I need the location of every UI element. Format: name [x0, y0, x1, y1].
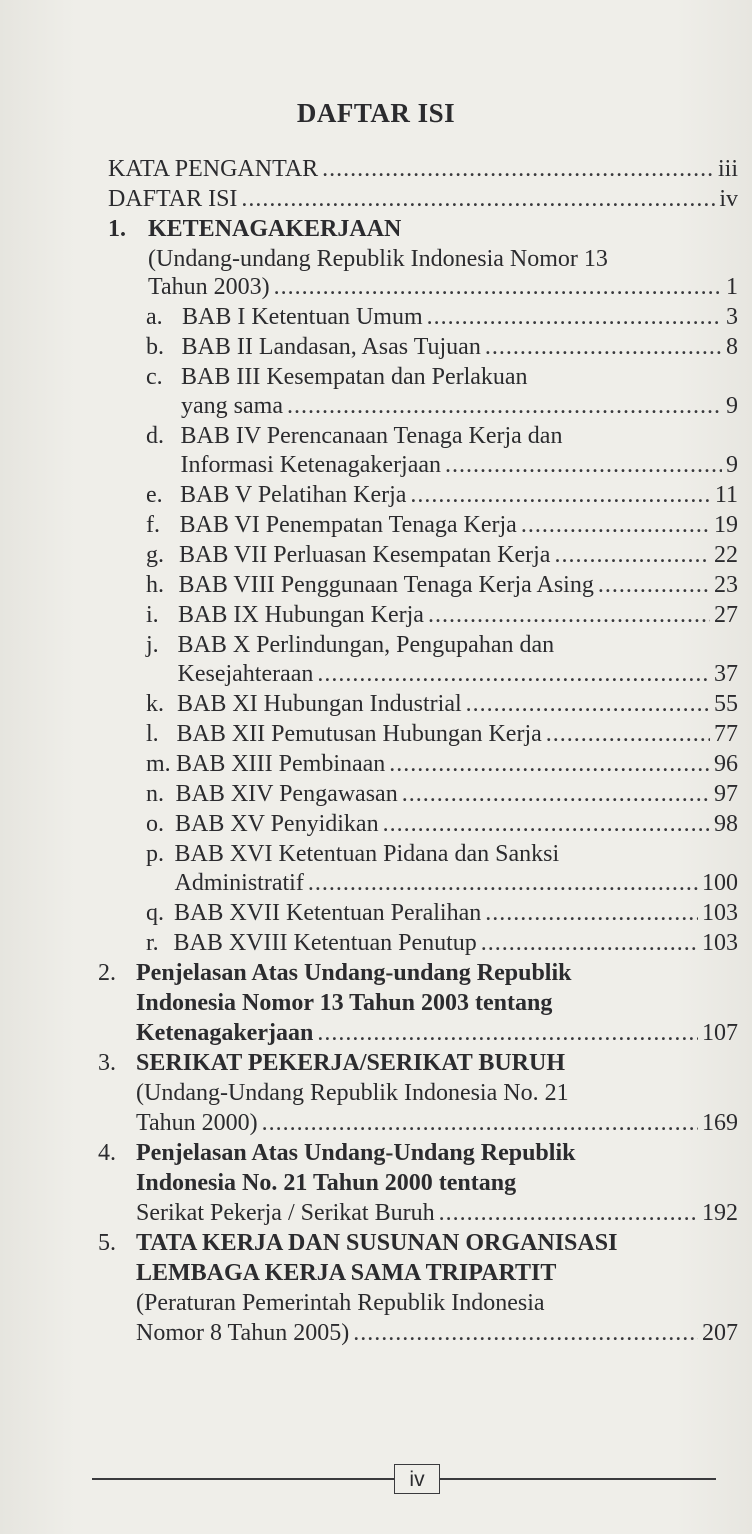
toc-entry-chapter-16 — [174, 898, 738, 928]
chapter-letter: f. — [146, 512, 160, 538]
toc-entry-chapter-13-label: BAB XIV Pengawasan — [175, 781, 398, 807]
toc-entry-chapter-10 — [177, 689, 738, 719]
toc-entry-chapter-3-label: Informasi Ketenagakerjaan — [180, 452, 442, 478]
chapter-title-line: BAB X Perlindungan, Pengupahan dan — [177, 632, 555, 658]
section-heading: Penjelasan Atas Undang-undang Republik — [136, 960, 572, 986]
toc-entry-chapter-11-page: 77 — [714, 721, 738, 747]
toc-entry-chapter-16-page: 103 — [702, 900, 738, 926]
section-number: 1. — [108, 216, 126, 242]
toc-entry-chapter-3-page: 9 — [726, 452, 738, 478]
dot-leader — [485, 898, 698, 928]
dot-leader — [466, 689, 710, 719]
toc-entry-chapter-4 — [180, 480, 738, 510]
toc-entry-front-1 — [108, 184, 738, 214]
toc-entry-chapter-7 — [179, 570, 739, 600]
toc-entry-chapter-7-page: 23 — [714, 572, 738, 598]
toc-entry-chapter-15-label: Administratif — [174, 870, 304, 896]
toc-entry-chapter-12-page: 96 — [714, 751, 738, 777]
toc-entry-chapter-11-label: BAB XII Pemutusan Hubungan Kerja — [176, 721, 542, 747]
section-number: 2. — [98, 960, 116, 986]
toc-entry-front-0-label: KATA PENGANTAR — [108, 156, 319, 182]
toc-entry-chapter-4-page: 11 — [714, 482, 738, 508]
toc-entry-chapter-15 — [175, 868, 739, 898]
toc-entry-chapter-8-page: 27 — [714, 602, 738, 628]
toc-entry-chapter-9-page: 37 — [714, 661, 738, 687]
section-subtitle: (Undang-undang Republik Indonesia Nomor 13 — [148, 246, 608, 272]
toc-entry-chapter-0-label: BAB I Ketentuan Umum — [182, 304, 423, 330]
toc-entry-section-2-label: Ketenagakerjaan — [136, 1020, 314, 1046]
toc-entry-chapter-15-page: 100 — [702, 870, 738, 896]
dot-leader — [274, 272, 722, 302]
section-subtitle: (Peraturan Pemerintah Republik Indonesia — [136, 1290, 545, 1316]
dot-leader — [402, 779, 710, 809]
toc-entry-chapter-8 — [178, 600, 738, 630]
toc-entry-section-3 — [136, 1108, 738, 1138]
chapter-letter: e. — [146, 482, 163, 508]
dot-leader — [308, 868, 698, 898]
toc-entry-chapter-6 — [179, 540, 738, 570]
toc-entry-chapter-1-page: 8 — [726, 334, 738, 360]
toc-entry-section-3-page: 169 — [702, 1110, 738, 1136]
section-heading: TATA KERJA DAN SUSUNAN ORGANISASI — [136, 1230, 618, 1256]
section-heading: LEMBAGA KERJA SAMA TRIPARTIT — [136, 1260, 557, 1286]
toc-entry-chapter-0 — [182, 302, 738, 332]
toc-entry-chapter-6-page: 22 — [714, 542, 738, 568]
chapter-letter: o. — [146, 811, 164, 837]
toc-entry-chapter-14-page: 98 — [714, 811, 738, 837]
chapter-letter: j. — [146, 632, 159, 658]
page-title: DAFTAR ISI — [296, 98, 456, 128]
chapter-letter: q. — [146, 900, 164, 926]
chapter-letter: g. — [146, 542, 164, 568]
section-number: 3. — [98, 1050, 116, 1076]
toc-entry-chapter-2-label: yang sama — [181, 393, 283, 419]
toc-entry-section-4-label: Serikat Pekerja / Serikat Buruh — [136, 1200, 435, 1226]
dot-leader — [317, 659, 710, 689]
toc-entry-chapter-9 — [178, 659, 739, 689]
toc-entry-section-4-page: 192 — [702, 1200, 738, 1226]
dot-leader — [598, 570, 710, 600]
toc-entry-front-0-page: iii — [717, 156, 738, 182]
toc-entry-chapter-14 — [175, 809, 738, 839]
toc-entry-chapter-13-page: 97 — [714, 781, 738, 807]
footer-rule-left — [92, 1478, 394, 1480]
section-heading: Indonesia Nomor 13 Tahun 2003 tentang — [136, 990, 553, 1016]
toc-entry-chapter-0-page: 3 — [726, 304, 738, 330]
toc-entry-chapter-7-label: BAB VIII Penggunaan Tenaga Kerja Asing — [178, 572, 594, 598]
chapter-letter: r. — [146, 930, 159, 956]
chapter-letter: p. — [146, 841, 164, 867]
section-heading: SERIKAT PEKERJA/SERIKAT BURUH — [136, 1050, 565, 1076]
toc-entry-front-1-page: iv — [719, 186, 738, 212]
dot-leader — [485, 332, 722, 362]
toc-entry-chapter-14-label: BAB XV Penyidikan — [175, 811, 379, 837]
toc-entry-chapter-5-label: BAB VI Penempatan Tenaga Kerja — [179, 512, 517, 538]
toc-entry-section-5 — [136, 1318, 738, 1348]
page-number-box: iv — [394, 1464, 440, 1494]
chapter-letter: m. — [146, 751, 171, 777]
section-heading: KETENAGAKERJAAN — [148, 216, 402, 242]
toc-entry-section-2 — [136, 1018, 738, 1048]
toc-entry-chapter-10-label: BAB XI Hubungan Industrial — [177, 691, 462, 717]
dot-leader — [287, 391, 722, 421]
chapter-letter: d. — [146, 423, 164, 449]
dot-leader — [445, 450, 722, 480]
toc-entry-section1-label: Tahun 2003) — [148, 274, 270, 300]
toc-entry-chapter-13 — [176, 779, 739, 809]
toc-entry-chapter-1 — [182, 332, 739, 362]
dot-leader — [554, 540, 710, 570]
toc-entry-chapter-10-page: 55 — [714, 691, 738, 717]
toc-entry-section1 — [148, 272, 738, 302]
section-heading: Indonesia No. 21 Tahun 2000 tentang — [136, 1170, 517, 1196]
toc-entry-chapter-2 — [181, 391, 738, 421]
toc-entry-chapter-17 — [174, 928, 739, 958]
toc-entry-chapter-12 — [176, 749, 738, 779]
toc-entry-section1-page: 1 — [726, 274, 738, 300]
chapter-letter: b. — [146, 334, 164, 360]
toc-entry-section-5-label: Nomor 8 Tahun 2005) — [136, 1320, 350, 1346]
toc-entry-chapter-2-page: 9 — [726, 393, 738, 419]
toc-entry-chapter-5-page: 19 — [714, 512, 738, 538]
dot-leader — [546, 719, 710, 749]
toc-entry-chapter-12-label: BAB XIII Pembinaan — [176, 751, 386, 777]
dot-leader — [322, 154, 714, 184]
dot-leader — [241, 184, 715, 214]
dot-leader — [428, 600, 710, 630]
dot-leader — [521, 510, 710, 540]
toc-entry-chapter-6-label: BAB VII Perluasan Kesempatan Kerja — [179, 542, 551, 568]
chapter-letter: k. — [146, 691, 164, 717]
chapter-title-line: BAB III Kesempatan dan Perlakuan — [181, 364, 528, 390]
dot-leader — [317, 1018, 698, 1048]
toc-entry-chapter-16-label: BAB XVII Ketentuan Peralihan — [174, 900, 482, 926]
chapter-letter: i. — [146, 602, 159, 628]
dot-leader — [383, 809, 710, 839]
dot-leader — [262, 1108, 698, 1138]
chapter-letter: a. — [146, 304, 163, 330]
toc-entry-chapter-8-label: BAB IX Hubungan Kerja — [178, 602, 424, 628]
dot-leader — [481, 928, 698, 958]
toc-entry-chapter-11 — [177, 719, 739, 749]
toc-entry-chapter-3 — [181, 450, 739, 480]
chapter-title-line: BAB XVI Ketentuan Pidana dan Sanksi — [174, 841, 560, 867]
dot-leader — [353, 1318, 698, 1348]
toc-entry-section-4 — [136, 1198, 738, 1228]
toc-entry-chapter-9-label: Kesejahteraan — [177, 661, 314, 687]
chapter-letter: l. — [146, 721, 159, 747]
section-number: 4. — [98, 1140, 116, 1166]
toc-entry-section-5-page: 207 — [702, 1320, 738, 1346]
toc-entry-chapter-1-label: BAB II Landasan, Asas Tujuan — [181, 334, 481, 360]
section-heading: Penjelasan Atas Undang-Undang Republik — [136, 1140, 576, 1166]
dot-leader — [410, 480, 710, 510]
toc-entry-chapter-17-label: BAB XVIII Ketentuan Penutup — [173, 930, 477, 956]
section-number: 5. — [98, 1230, 116, 1256]
chapter-title-line: BAB IV Perencanaan Tenaga Kerja dan — [180, 423, 563, 449]
toc-entry-section-3-label: Tahun 2000) — [136, 1110, 258, 1136]
chapter-letter: c. — [146, 364, 163, 390]
dot-leader — [427, 302, 722, 332]
chapter-letter: n. — [146, 781, 164, 807]
footer-rule-right — [440, 1478, 716, 1480]
dot-leader — [389, 749, 710, 779]
toc-entry-chapter-4-label: BAB V Pelatihan Kerja — [180, 482, 407, 508]
toc-entry-front-0 — [108, 154, 738, 184]
section-subtitle: (Undang-Undang Republik Indonesia No. 21 — [136, 1080, 569, 1106]
toc-entry-chapter-5 — [180, 510, 739, 540]
toc-entry-section-2-page: 107 — [702, 1020, 738, 1046]
toc-entry-front-1-label: DAFTAR ISI — [108, 186, 238, 212]
dot-leader — [439, 1198, 698, 1228]
chapter-letter: h. — [146, 572, 164, 598]
toc-entry-chapter-17-page: 103 — [702, 930, 738, 956]
